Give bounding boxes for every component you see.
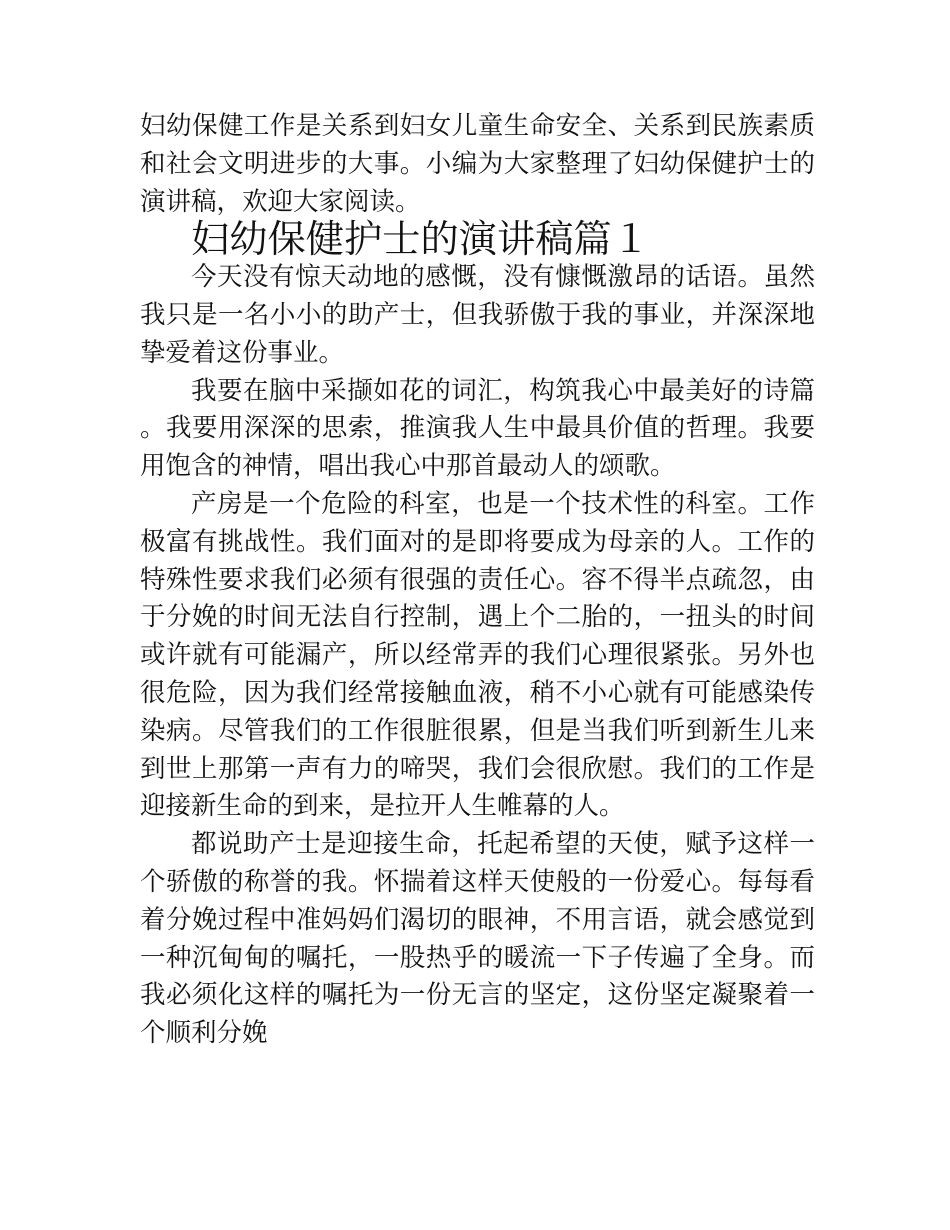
document-page: [140, 108, 815, 1053]
body-paragraph-4: 都说助产士是迎接生命，托起希望的天使，赋予这样一个骄傲的称誉的我。怀揣着这样天使般的一份爱心。每每看着分娩过程中准妈妈们渴切的眼神，不用言语，就会感觉到一种沉甸甸的嘱托，一股热乎的暖流一下子传遍了全身。而我必须化这样的嘱托为一份无言的坚定，这份坚定凝聚着一个顺利分娩: [140, 829, 815, 1049]
intro-paragraph: 妇幼保健工作是关系到妇女儿童生命安全、关系到民族素质和社会文明进步的大事。小编为大家整理了妇幼保健护士的演讲稿，欢迎大家阅读。: [140, 111, 815, 217]
section-heading: 妇幼保健护士的演讲稿篇１: [191, 217, 650, 263]
body-paragraph-1: 今天没有惊天动地的感慨，没有慷慨激昂的话语。虽然我只是一名小小的助产士，但我骄傲于我的事业，并深深地挚爱着这份事业。: [140, 262, 815, 368]
body-paragraph-2: 我要在脑中采撷如花的词汇，构筑我心中最美好的诗篇。我要用深深的思索，推演我人生中最具价值的哲理。我要用饱含的神情，唱出我心中那首最动人的颂歌。: [140, 375, 815, 482]
body-paragraph-3: 产房是一个危险的科室，也是一个技术性的科室。工作极富有挑战性。我们面对的是即将要成为母亲的人。工作的特殊性要求我们必须有很强的责任心。容不得半点疏忽，由于分娩的时间无法自行控制，遇上个二胎的，一扭头的时间或许就有可能漏产，所以经常弄的我们心理很紧张。另外也很危险，因为我们经常接触血液，稍不小心就有可能感染传染病。尽管我们的工作很脏很累，但是当我们听到新生儿来到世上那第一声有力的啼哭，我们会很欣慰。我们的工作是迎接新生命的到来，是拉开人生帷幕的人。: [140, 488, 815, 822]
